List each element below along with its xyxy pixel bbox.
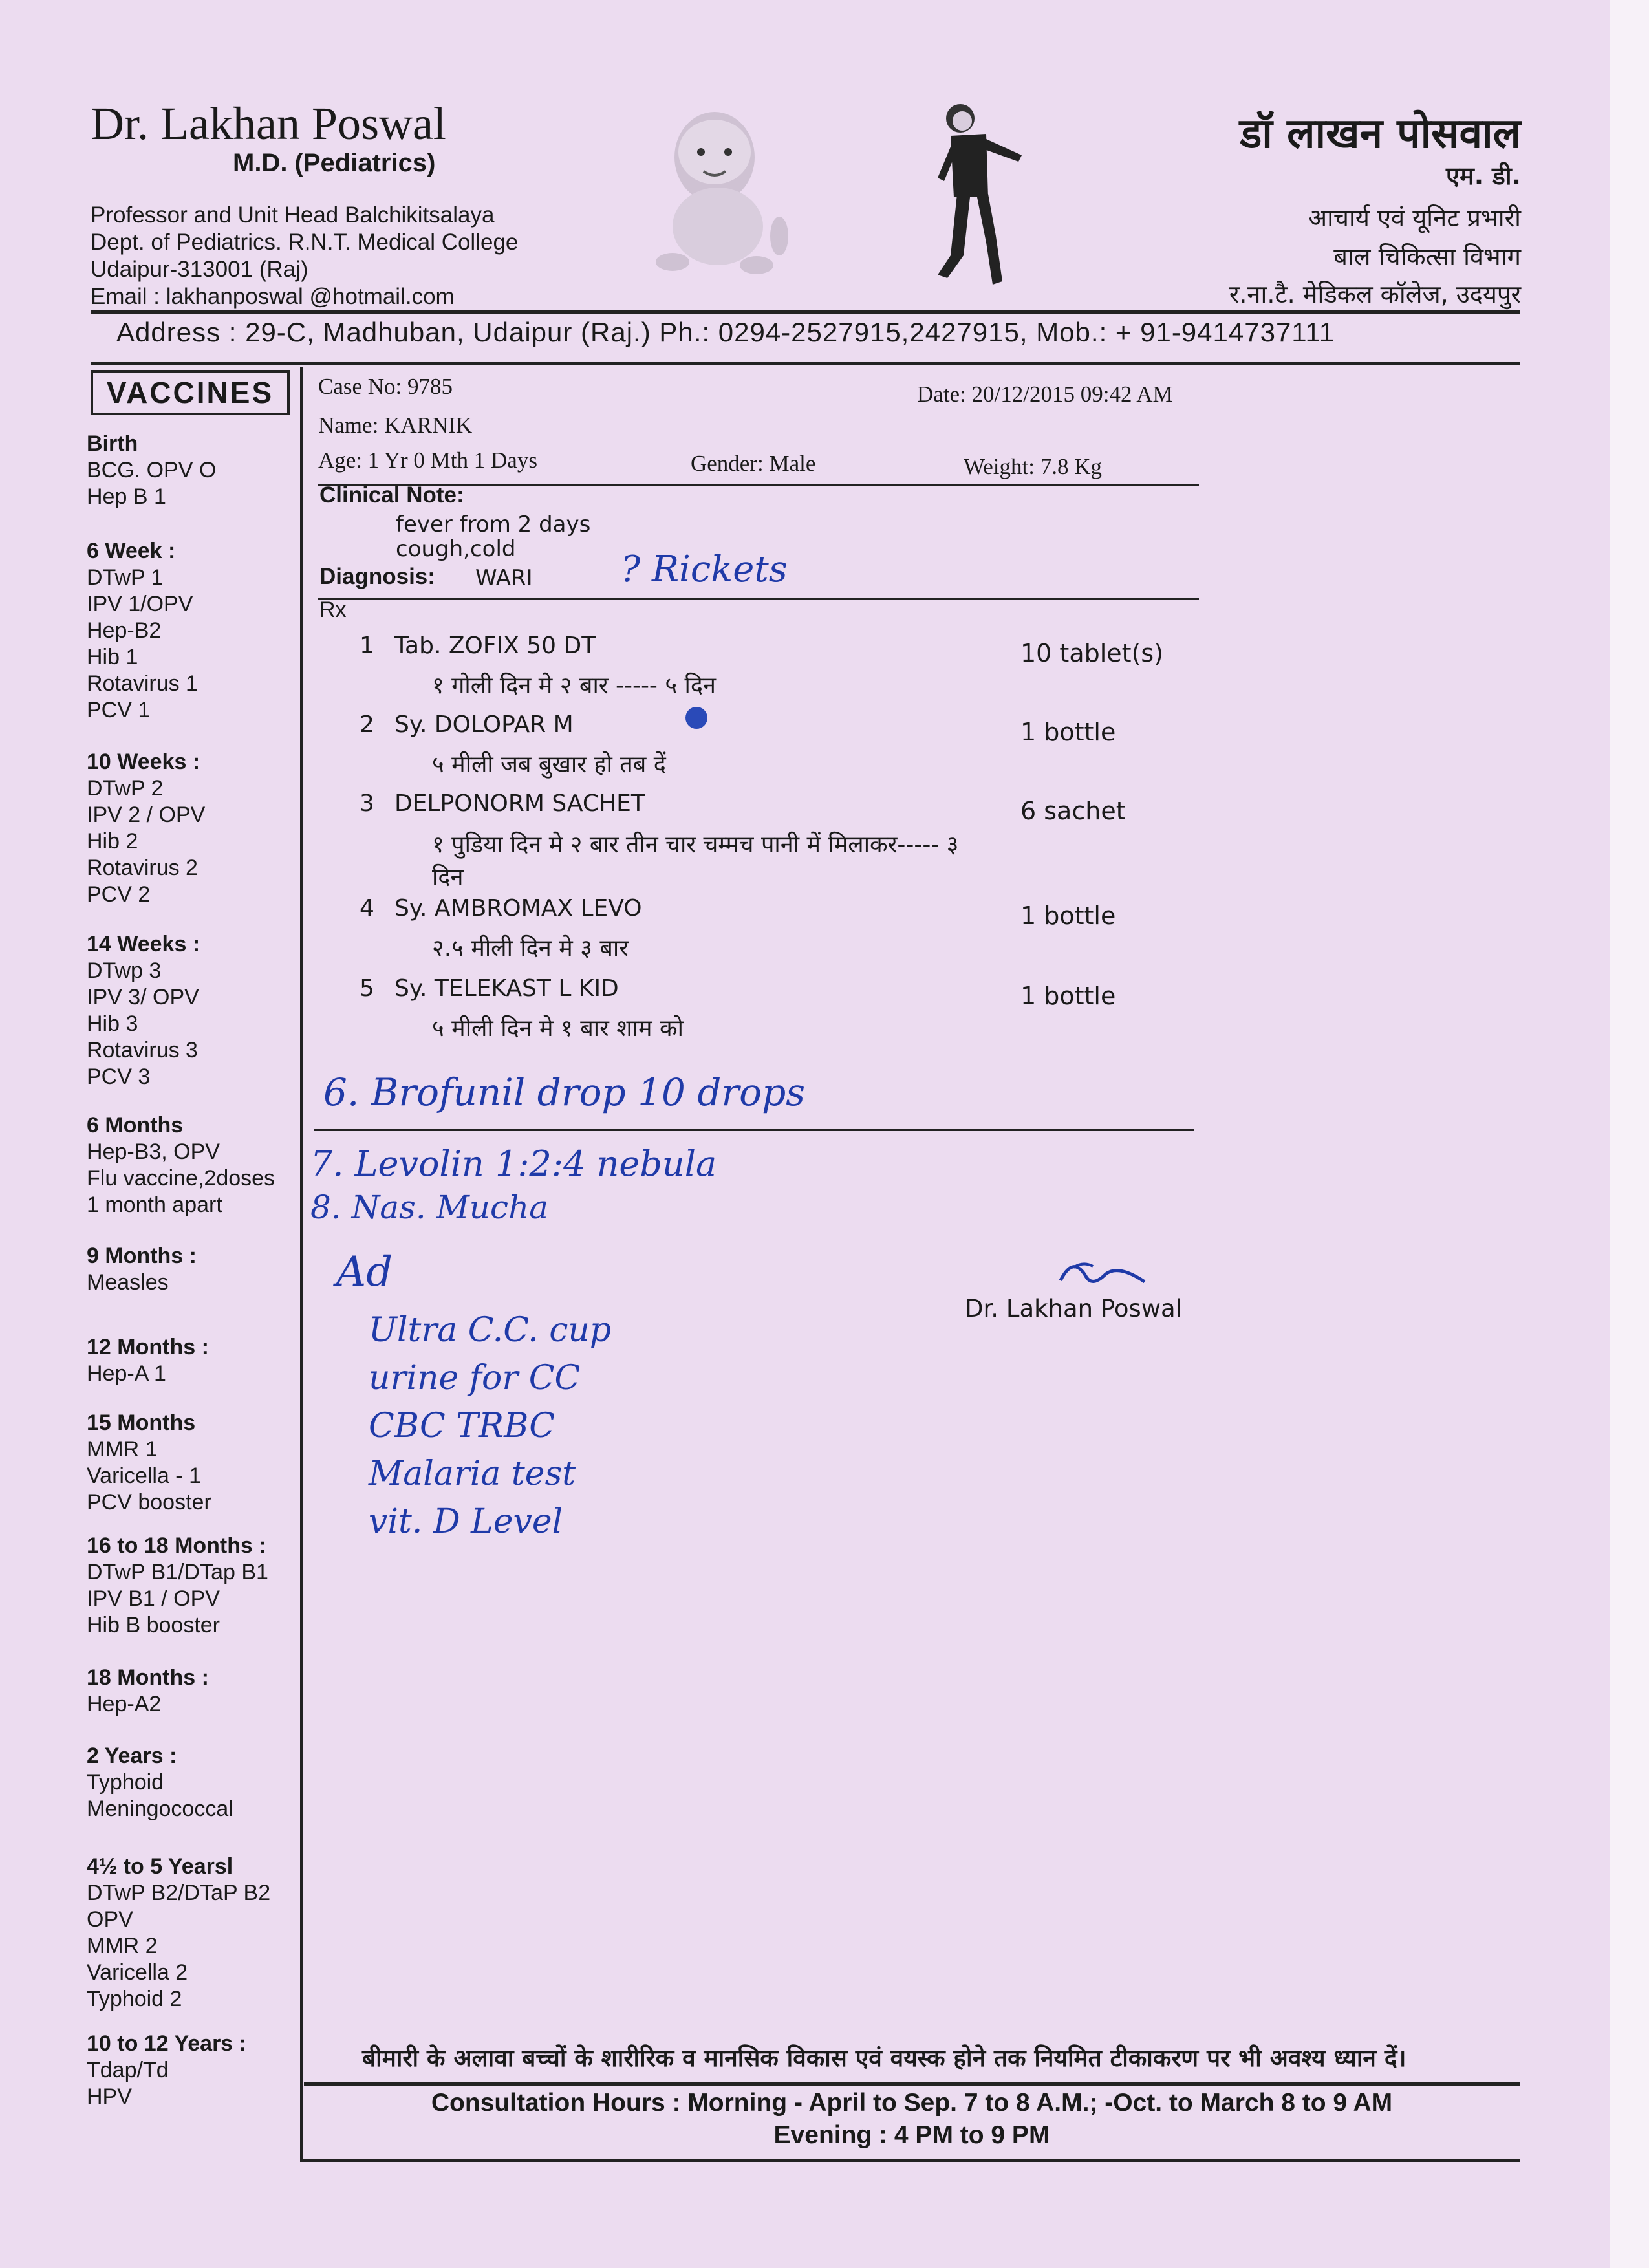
patient-age: Age: 1 Yr 0 Mth 1 Days bbox=[318, 448, 537, 473]
hindi-affiliation-line: बाल चिकित्सा विभाग bbox=[1333, 243, 1521, 271]
footer-rule-top bbox=[304, 2082, 1520, 2086]
vaccine-item: IPV B1 / OPV bbox=[87, 1586, 220, 1611]
rx-item-qty: 6 sachet bbox=[1020, 797, 1126, 825]
visit-date: Date: 20/12/2015 09:42 AM bbox=[917, 382, 1173, 407]
vaccine-group-heading: 10 Weeks : bbox=[87, 750, 200, 774]
vaccine-group-heading: 15 Months bbox=[87, 1410, 196, 1435]
footer-rule-bottom bbox=[300, 2159, 1520, 2162]
vaccine-group bbox=[87, 431, 216, 510]
rx-item-name: Sy. AMBROMAX LEVO bbox=[394, 895, 642, 922]
footer-hindi-note: बीमारी के अलावा बच्चों के शारीरिक व मानसिक विकास एवं वयस्क होने तक नियमित टीकाकरण पर भी अवश्य ध्यान दें। bbox=[362, 2044, 1406, 2072]
affiliation-line: Dept. of Pediatrics. R.N.T. Medical College bbox=[91, 230, 519, 255]
vaccine-item: MMR 1 bbox=[87, 1437, 158, 1462]
vaccine-item: IPV 1/OPV bbox=[87, 592, 193, 616]
vaccine-item: BCG. OPV O bbox=[87, 458, 217, 482]
vaccine-item: Meningococcal bbox=[87, 1797, 233, 1821]
vaccine-item: Hep-A 1 bbox=[87, 1361, 166, 1386]
hindi-affiliation-line: र.ना.टै. मेडिकल कॉलेज, उदयपुर bbox=[1229, 280, 1521, 308]
vaccine-item: OPV bbox=[87, 1907, 133, 1932]
rx-item-number: 5 bbox=[360, 975, 374, 1002]
vaccine-group bbox=[87, 1853, 270, 2013]
vaccines-title: VACCINES bbox=[91, 370, 290, 415]
clinical-note-label: Clinical Note: bbox=[319, 482, 464, 508]
vaccine-group bbox=[87, 1410, 211, 1516]
advice-line: urine for CC bbox=[369, 1359, 581, 1398]
vaccine-item: Rotavirus 1 bbox=[87, 671, 198, 696]
rx-item-qty: 1 bottle bbox=[1020, 902, 1116, 930]
clinical-notes bbox=[396, 512, 590, 561]
vaccine-item: PCV 3 bbox=[87, 1064, 151, 1089]
vaccine-item: DTwP B2/DTaP B2 bbox=[87, 1881, 271, 1905]
case-number: Case No: 9785 bbox=[318, 374, 453, 399]
vaccine-item: Rotavirus 2 bbox=[87, 856, 198, 880]
vaccine-item: DTwP 1 bbox=[87, 565, 164, 590]
vaccine-group bbox=[87, 2031, 246, 2110]
vaccine-item: Tdap/Td bbox=[87, 2058, 169, 2082]
advice-line: Malaria test bbox=[369, 1454, 576, 1493]
vaccine-item: PCV 1 bbox=[87, 698, 151, 722]
vaccine-item: DTwP 2 bbox=[87, 776, 164, 801]
diagnosis-rule bbox=[318, 598, 1199, 600]
affiliation-line: Udaipur-313001 (Raj) bbox=[91, 257, 308, 282]
vaccine-item: DTwp 3 bbox=[87, 958, 162, 983]
vaccine-item: Measles bbox=[87, 1270, 169, 1295]
column-divider bbox=[300, 367, 303, 2160]
patient-name: Name: KARNIK bbox=[318, 413, 473, 438]
hindi-doctor-name: डॉ लाखन पोसवाल bbox=[1240, 110, 1521, 158]
jumping-child-icon bbox=[925, 100, 1028, 294]
vaccine-group bbox=[87, 931, 200, 1090]
evening-hours-line: Evening : 4 PM to 9 PM bbox=[773, 2121, 1050, 2149]
vaccine-item: Hib 1 bbox=[87, 645, 138, 669]
patient-weight: Weight: 7.8 Kg bbox=[964, 454, 1102, 479]
diagnosis-handwritten: ? Rickets bbox=[621, 548, 788, 590]
crawling-baby-icon bbox=[647, 107, 789, 288]
vaccine-item: DTwP B1/DTap B1 bbox=[87, 1560, 268, 1584]
rx-item-qty: 1 bottle bbox=[1020, 982, 1116, 1010]
doctor-name: Dr. Lakhan Poswal bbox=[91, 98, 446, 149]
vaccine-group bbox=[87, 1533, 268, 1639]
rx-item-name: Tab. ZOFIX 50 DT bbox=[394, 632, 596, 659]
advice-line: Ultra C.C. cup bbox=[369, 1311, 612, 1350]
vaccine-group-heading: 2 Years : bbox=[87, 1744, 177, 1768]
vaccine-group-heading: 6 Week : bbox=[87, 539, 176, 563]
rx-item-qty: 10 tablet(s) bbox=[1020, 639, 1164, 667]
vaccine-item: Hib 3 bbox=[87, 1011, 138, 1036]
vaccine-item: Hib B booster bbox=[87, 1613, 220, 1637]
rx-item-instruction: १ पुडिया दिन मे २ बार तीन चार चम्मच पानी में मिलाकर----- ३ bbox=[432, 832, 959, 858]
rx-item-instruction-cont: दिन bbox=[432, 864, 464, 891]
vaccine-group bbox=[87, 1334, 209, 1387]
rx-item-instruction: २.५ मीली दिन मे ३ बार bbox=[432, 935, 629, 962]
rx-item-number: 3 bbox=[360, 790, 374, 817]
rx-item-name: Sy. TELEKAST L KID bbox=[394, 975, 619, 1002]
vaccine-item: Varicella 2 bbox=[87, 1960, 188, 1985]
email-line: Email : lakhanposwal @hotmail.com bbox=[91, 284, 455, 309]
ink-blot bbox=[685, 707, 707, 729]
vaccine-item: MMR 2 bbox=[87, 1934, 158, 1958]
vaccine-item: Hep B 1 bbox=[87, 484, 166, 509]
vaccine-item: Typhoid bbox=[87, 1770, 164, 1795]
advice-line: vit. D Level bbox=[369, 1502, 563, 1541]
signature-scribble-icon bbox=[1048, 1248, 1151, 1300]
handwritten-advice-label: Ad bbox=[336, 1248, 393, 1296]
hindi-affiliation-line: आचार्य एवं यूनिट प्रभारी bbox=[1308, 204, 1521, 232]
diagnosis-value: WARI bbox=[475, 565, 533, 591]
hindi-degree: एम. डी. bbox=[1445, 162, 1521, 190]
vaccine-group-heading: Birth bbox=[87, 431, 138, 456]
consultation-hours-line: Consultation Hours : Morning - April to Sep. 7 to 8 A.M.; -Oct. to March 8 to 9 AM bbox=[431, 2089, 1393, 2117]
vaccine-item: PCV 2 bbox=[87, 882, 151, 907]
vaccine-item: Hep-B3, OPV bbox=[87, 1139, 220, 1164]
doctor-degree: M.D. (Pediatrics) bbox=[233, 149, 436, 177]
vaccine-item: Hep-A2 bbox=[87, 1692, 162, 1716]
clinical-note-line: fever from 2 days bbox=[396, 512, 591, 537]
vaccine-group-heading: 6 Months bbox=[87, 1113, 184, 1138]
affiliation-block bbox=[91, 202, 518, 310]
rx-item-instruction: १ गोली दिन मे २ बार ----- ५ दिन bbox=[432, 673, 716, 699]
vaccine-item: IPV 3/ OPV bbox=[87, 985, 199, 1010]
rx-item-name: Sy. DOLOPAR M bbox=[394, 711, 574, 738]
vaccine-item: Hib 2 bbox=[87, 829, 138, 854]
vaccine-group-heading: 14 Weeks : bbox=[87, 932, 200, 956]
vaccine-group-heading: 18 Months : bbox=[87, 1665, 209, 1690]
handwritten-rx-item-7: 7. Levolin 1:2:4 nebula bbox=[310, 1143, 717, 1184]
vaccine-group-heading: 12 Months : bbox=[87, 1335, 209, 1359]
advice-line: CBC TRBC bbox=[369, 1407, 555, 1445]
vaccine-item: IPV 2 / OPV bbox=[87, 803, 206, 827]
vaccine-group-heading: 4½ to 5 Yearsl bbox=[87, 1854, 233, 1879]
affiliation-line: Professor and Unit Head Balchikitsalaya bbox=[91, 202, 495, 228]
vaccine-group-heading: 9 Months : bbox=[87, 1244, 197, 1268]
vaccine-item: Hep-B2 bbox=[87, 618, 162, 643]
vaccine-group bbox=[87, 1743, 233, 1822]
handwritten-advice-list bbox=[369, 1306, 611, 1546]
vaccine-item: HPV bbox=[87, 2084, 132, 2109]
vaccine-item: 1 month apart bbox=[87, 1193, 222, 1217]
vaccine-item: Rotavirus 3 bbox=[87, 1038, 198, 1063]
vaccine-group-heading: 10 to 12 Years : bbox=[87, 2031, 246, 2056]
address-line: Address : 29-C, Madhuban, Udaipur (Raj.) Ph.: 0294-2527915,2427915, Mob.: + 91-9414737111 bbox=[116, 317, 1335, 347]
rx-label: Rx bbox=[319, 598, 347, 622]
header-rule bbox=[91, 310, 1520, 314]
vaccine-group-heading: 16 to 18 Months : bbox=[87, 1533, 266, 1558]
handwritten-rx-item-8: 8. Nas. Mucha bbox=[310, 1189, 549, 1226]
patient-gender: Gender: Male bbox=[691, 451, 816, 476]
rx-item-instruction: ५ मीली दिन मे १ बार शाम को bbox=[432, 1015, 684, 1042]
handwritten-rx-item-6: 6. Brofunil drop 10 drops bbox=[323, 1070, 805, 1114]
scanner-edge bbox=[1610, 0, 1649, 2268]
rx-end-rule bbox=[314, 1129, 1194, 1131]
vaccine-group bbox=[87, 1243, 197, 1296]
rx-item-number: 2 bbox=[360, 711, 374, 738]
vaccine-group bbox=[87, 1112, 275, 1218]
diagnosis-label: Diagnosis: bbox=[319, 564, 435, 589]
clinical-note-line: cough,cold bbox=[396, 536, 516, 562]
vaccine-item: Typhoid 2 bbox=[87, 1987, 182, 2011]
rx-item-instruction: ५ मीली जब बुखार हो तब दें bbox=[432, 751, 666, 778]
vaccine-item: PCV booster bbox=[87, 1490, 211, 1515]
vaccine-group bbox=[87, 1665, 209, 1718]
vaccine-item: Varicella - 1 bbox=[87, 1463, 201, 1488]
vaccine-group bbox=[87, 538, 198, 724]
vaccine-item: Flu vaccine,2doses bbox=[87, 1166, 275, 1191]
address-rule bbox=[91, 362, 1520, 365]
rx-item-qty: 1 bottle bbox=[1020, 718, 1116, 746]
rx-item-number: 4 bbox=[360, 895, 374, 922]
rx-item-name: DELPONORM SACHET bbox=[394, 790, 645, 817]
rx-item-number: 1 bbox=[360, 632, 374, 659]
signature-name: Dr. Lakhan Poswal bbox=[965, 1295, 1182, 1323]
vaccine-group bbox=[87, 749, 205, 908]
